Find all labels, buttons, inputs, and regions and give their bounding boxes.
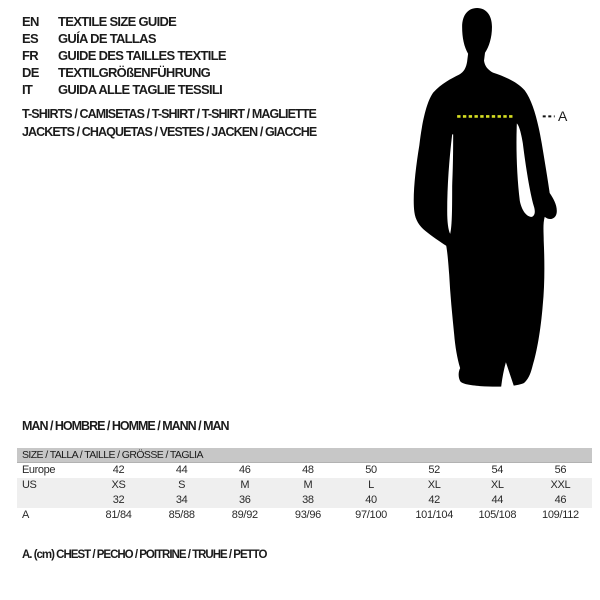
language-code: ES bbox=[22, 31, 38, 46]
language-code: DE bbox=[22, 65, 39, 80]
language-row bbox=[22, 47, 226, 64]
size-cell: M bbox=[240, 479, 250, 491]
size-table-header: SIZE / TALLA / TAILLE / GRÖSSE / TAGLIA bbox=[17, 448, 592, 463]
size-cell: 50 bbox=[365, 464, 377, 476]
size-cell: 89/92 bbox=[231, 509, 258, 521]
category-list bbox=[22, 105, 316, 141]
size-cell: 105/108 bbox=[478, 509, 517, 521]
size-cell: S bbox=[178, 479, 186, 491]
size-cell: XL bbox=[427, 479, 441, 491]
size-cell: 81/84 bbox=[105, 509, 132, 521]
language-label: TEXTILE SIZE GUIDE bbox=[58, 14, 177, 29]
language-code: EN bbox=[22, 14, 39, 29]
language-label: TEXTILGRÖßENFÜHRUNG bbox=[58, 65, 211, 80]
language-label: GUÍA DE TALLAS bbox=[58, 31, 156, 46]
size-cell: 38 bbox=[302, 494, 314, 506]
size-cell: 32 bbox=[112, 494, 125, 506]
man-silhouette bbox=[414, 8, 557, 387]
table-row-us bbox=[17, 478, 592, 493]
man-silhouette-svg bbox=[402, 2, 572, 400]
language-row bbox=[22, 30, 226, 47]
language-row bbox=[22, 81, 226, 98]
language-label: GUIDA ALLE TAGLIE TESSILI bbox=[58, 82, 223, 97]
row-label: Europe bbox=[22, 464, 56, 476]
size-cell: 34 bbox=[175, 494, 188, 506]
size-cell: 42 bbox=[428, 494, 440, 506]
size-cell: 101/104 bbox=[415, 509, 454, 521]
row-label: US bbox=[22, 479, 37, 491]
size-cell: 46 bbox=[238, 464, 251, 476]
size-cell: XS bbox=[111, 479, 126, 491]
size-cell: XXL bbox=[550, 479, 571, 491]
language-code: FR bbox=[22, 48, 38, 63]
size-cell: XL bbox=[490, 479, 504, 491]
size-cell: 85/88 bbox=[168, 509, 195, 521]
size-cell: 44 bbox=[175, 464, 188, 476]
language-row bbox=[22, 64, 226, 81]
size-cell: 48 bbox=[302, 464, 314, 476]
man-silhouette-figure bbox=[402, 2, 572, 400]
row-label bbox=[17, 493, 87, 508]
language-list bbox=[22, 13, 226, 98]
size-cell: 44 bbox=[491, 494, 504, 506]
size-cell: 93/96 bbox=[294, 509, 321, 521]
size-cell: 42 bbox=[112, 464, 125, 476]
category-line-tshirts: T-SHIRTS / CAMISETAS / T-SHIRT / T-SHIRT / MAGLIETTE bbox=[22, 107, 316, 121]
language-row bbox=[22, 13, 226, 30]
table-row-chest-a bbox=[17, 508, 592, 523]
size-cell: 36 bbox=[238, 494, 251, 506]
language-label: GUIDE DES TAILLES TEXTILE bbox=[58, 48, 226, 63]
row-label: A bbox=[22, 509, 29, 521]
section-title: MAN / HOMBRE / HOMME / MANN / MAN bbox=[22, 419, 229, 433]
size-cell: 54 bbox=[491, 464, 504, 476]
table-row-europe bbox=[17, 463, 592, 478]
category-line-jackets: JACKETS / CHAQUETAS / VESTES / JACKEN / GIACCHE bbox=[22, 125, 317, 139]
size-cell: 109/112 bbox=[542, 509, 579, 521]
measure-a-label: A bbox=[558, 108, 568, 124]
size-cell: 46 bbox=[554, 494, 567, 506]
size-cell: L bbox=[368, 479, 374, 491]
language-code: IT bbox=[22, 82, 33, 97]
size-cell: 52 bbox=[428, 464, 440, 476]
size-table bbox=[17, 448, 592, 523]
measurement-footnote: A. (cm) CHEST / PECHO / POITRINE / TRUHE / PETTO bbox=[22, 549, 267, 561]
size-cell: M bbox=[303, 479, 313, 491]
size-cell: 40 bbox=[365, 494, 377, 506]
size-cell: 97/100 bbox=[355, 509, 387, 521]
size-cell: 56 bbox=[554, 464, 567, 476]
table-row-us-numeric bbox=[17, 493, 592, 508]
